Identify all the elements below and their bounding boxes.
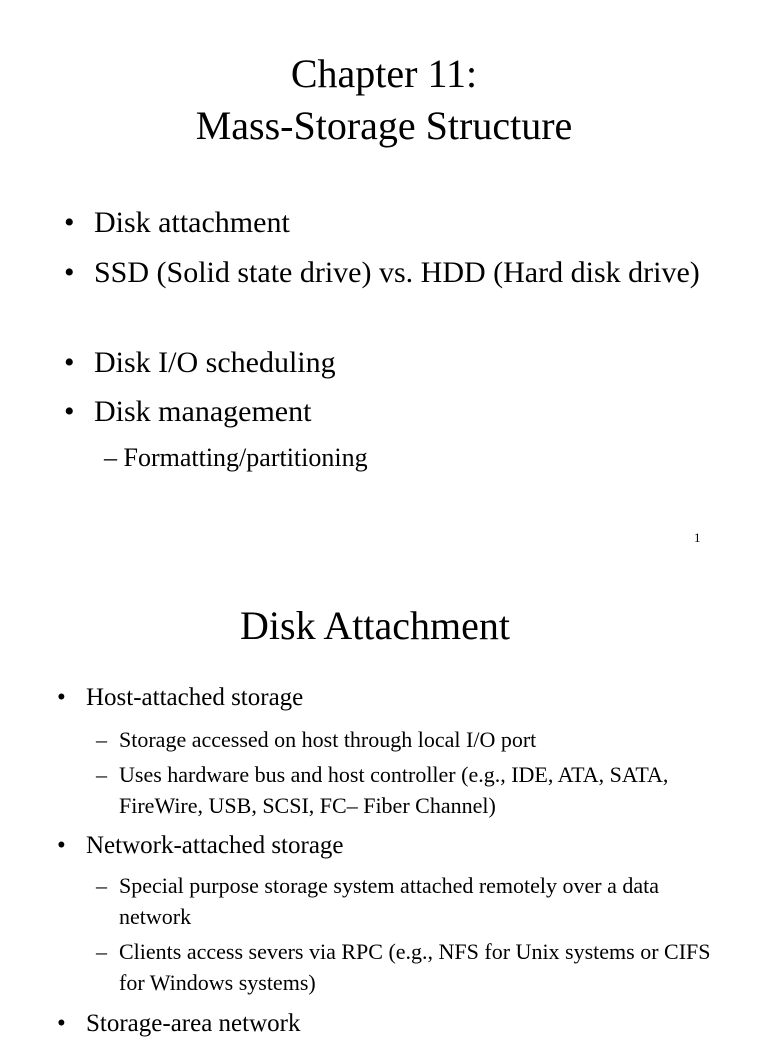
sub-bullet [96,870,716,932]
sub-bullet [96,936,716,998]
slide-title [0,48,768,152]
bullet-item [64,342,714,384]
bullet-item [57,1008,717,1040]
bullet-text: Network-attached storage [86,832,344,859]
sub-bullet-text: Special purpose storage system attached remotely over a data network [119,873,660,929]
bullet-glyph: • [64,206,75,239]
sub-bullet [96,724,716,755]
bullet-text: SSD (Solid state drive) vs. HDD (Hard disk drive) [94,256,700,289]
sub-bullet-text: Clients access severs via RPC (e.g., NFS for Unix systems or CIFS for Windows systems) [119,939,711,995]
bullet-glyph: • [57,832,66,859]
bullet-item [57,682,717,714]
bullet-glyph: • [57,684,66,711]
dash-glyph: – [96,939,107,964]
bullet-text: Disk attachment [94,206,290,239]
bullet-item [64,391,714,433]
title-line-1: Chapter 11: [290,51,478,96]
dash-glyph: – [96,762,107,787]
bullet-item [64,252,714,294]
bullet-text: Disk I/O scheduling [94,346,336,379]
bullet-item [64,202,714,244]
dash-glyph: – [96,873,107,898]
slide-title: Disk Attachment [240,603,510,648]
bullet-text: Storage-area network [86,1010,301,1037]
bullet-glyph: • [57,1010,66,1037]
bullet-glyph: • [64,395,75,428]
bullet-text: Host-attached storage [86,684,304,711]
bullet-glyph: • [64,256,75,289]
title-line-2: Mass-Storage Structure [195,103,573,148]
bullet-item [57,830,717,862]
page-number: 1 [694,530,701,545]
sub-bullet: – Formatting/partitioning [104,443,368,472]
bullet-glyph: • [64,346,75,379]
sub-bullet [96,759,716,821]
sub-bullet-text: Uses hardware bus and host controller (e.g., IDE, ATA, SATA, FireWire, USB, SCSI, FC– Fiber Channel) [119,762,669,818]
bullet-text: Disk management [94,395,312,428]
dash-glyph: – [96,727,107,752]
sub-bullet-text: Storage accessed on host through local I/O port [119,727,537,752]
